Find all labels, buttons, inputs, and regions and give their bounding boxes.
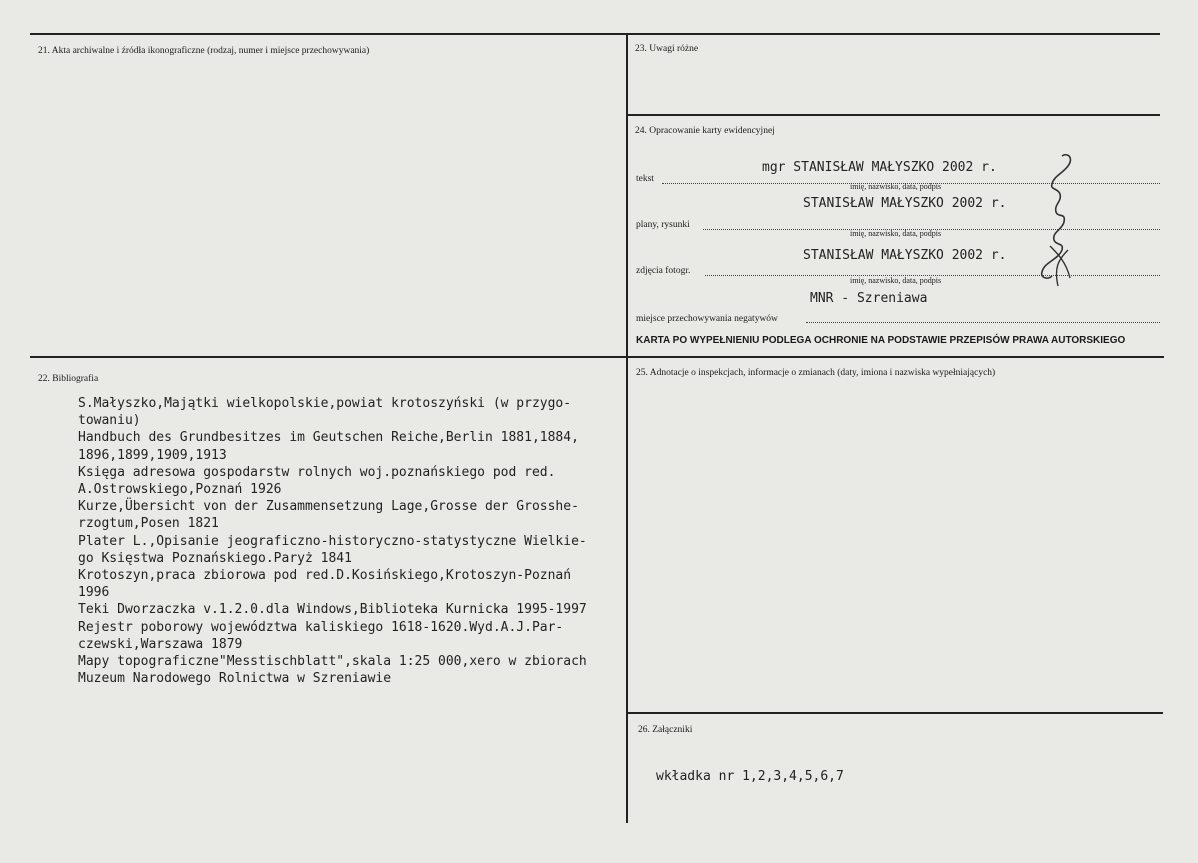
- photos-row-label: zdjęcia fotogr.: [636, 266, 691, 276]
- bibliography-line: Mapy topograficzne"Messtischblatt",skala 1:25 000,xero w zbiorach: [78, 654, 587, 670]
- bibliography-line: 1896,1899,1909,1913: [78, 447, 227, 463]
- section-24-label: 24. Opracowanie karty ewidencyjnej: [635, 126, 775, 136]
- bibliography-line: 1996: [78, 585, 110, 601]
- bibliography-line: Kurze,Übersicht von der Zusammensetzung Lage,Grosse der Grosshe-: [78, 499, 579, 515]
- text-row-sublabel: imię, nazwisko, data, podpis: [850, 182, 942, 191]
- negatives-storage-label: miejsce przechowywania negatywów: [636, 314, 778, 324]
- section-22-label: 22. Bibliografia: [38, 374, 99, 384]
- bibliography-line: Rejestr poborowy województwa kaliskiego 1618-1620.Wyd.A.J.Par-: [78, 619, 564, 635]
- bibliography-line: czewski,Warszawa 1879: [78, 636, 243, 652]
- top-border: [30, 33, 1160, 35]
- photos-row-sublabel: imię, nazwisko, data, podpis: [850, 276, 942, 285]
- bibliography-line: Plater L.,Opisanie jeograficzno-historyczno-statystyczne Wielkie-: [78, 533, 587, 549]
- text-author-value: mgr STANISŁAW MAŁYSZKO 2002 r.: [762, 160, 997, 175]
- bibliography-line: Muzeum Narodowego Rolnictwa w Szreniawie: [78, 671, 392, 687]
- bibliography-line: S.Małyszko,Majątki wielkopolskie,powiat krotoszyński (w przygo-: [78, 396, 572, 411]
- plans-author-value: STANISŁAW MAŁYSZKO 2002 r.: [803, 196, 1007, 211]
- section-26-label: 26. Załączniki: [638, 725, 693, 735]
- column-divider: [626, 33, 628, 823]
- rule-25-26: [627, 712, 1163, 714]
- photos-author-value: STANISŁAW MAŁYSZKO 2002 r.: [803, 248, 1007, 263]
- rule-middle: [30, 356, 1164, 358]
- section-21-label: 21. Akta archiwalne i źródła ikonograficzne (rodzaj, numer i miejsce przechowywania): [38, 46, 370, 56]
- bibliography-line: Krotoszyn,praca zbiorowa pod red.D.Kosińskiego,Krotoszyn-Poznań: [78, 568, 572, 584]
- signature: [1028, 150, 1084, 292]
- rule-23-24: [627, 114, 1160, 116]
- negatives-storage-dots: [806, 322, 1160, 323]
- section-25-label: 25. Adnotacje o inspekcjach, informacje o zmianach (daty, imiona i nazwiska wypełniających): [636, 368, 996, 378]
- plans-row-sublabel: imię, nazwisko, data, podpis: [850, 229, 942, 238]
- text-row-label: tekst: [636, 174, 654, 184]
- bibliography-line: Teki Dworzaczka v.1.2.0.dla Windows,Biblioteka Kurnicka 1995-1997: [78, 602, 587, 618]
- bibliography-line: Handbuch des Grundbesitzes im Geutschen Reiche,Berlin 1881,1884,: [78, 430, 579, 446]
- bibliography-line: towaniu): [78, 413, 141, 429]
- bibliography-line: go Księstwa Poznańskiego.Paryż 1841: [78, 550, 352, 566]
- bibliography-line: Księga adresowa gospodarstw rolnych woj.poznańskiego pod red.: [78, 464, 556, 480]
- section-23-label: 23. Uwagi różne: [635, 44, 699, 54]
- attachments-value: wkładka nr 1,2,3,4,5,6,7: [656, 769, 844, 784]
- bibliography-line: A.Ostrowskiego,Poznań 1926: [78, 482, 282, 498]
- bibliography-line: rzogtum,Posen 1821: [78, 516, 219, 532]
- bibliography-list: [78, 395, 623, 687]
- copyright-notice: KARTA PO WYPEŁNIENIU PODLEGA OCHRONIE NA PODSTAWIE PRZEPISÓW PRAWA AUTORSKIEGO: [636, 335, 1126, 346]
- plans-row-label: plany, rysunki: [636, 220, 690, 230]
- negatives-storage-value: MNR - Szreniawa: [810, 291, 928, 306]
